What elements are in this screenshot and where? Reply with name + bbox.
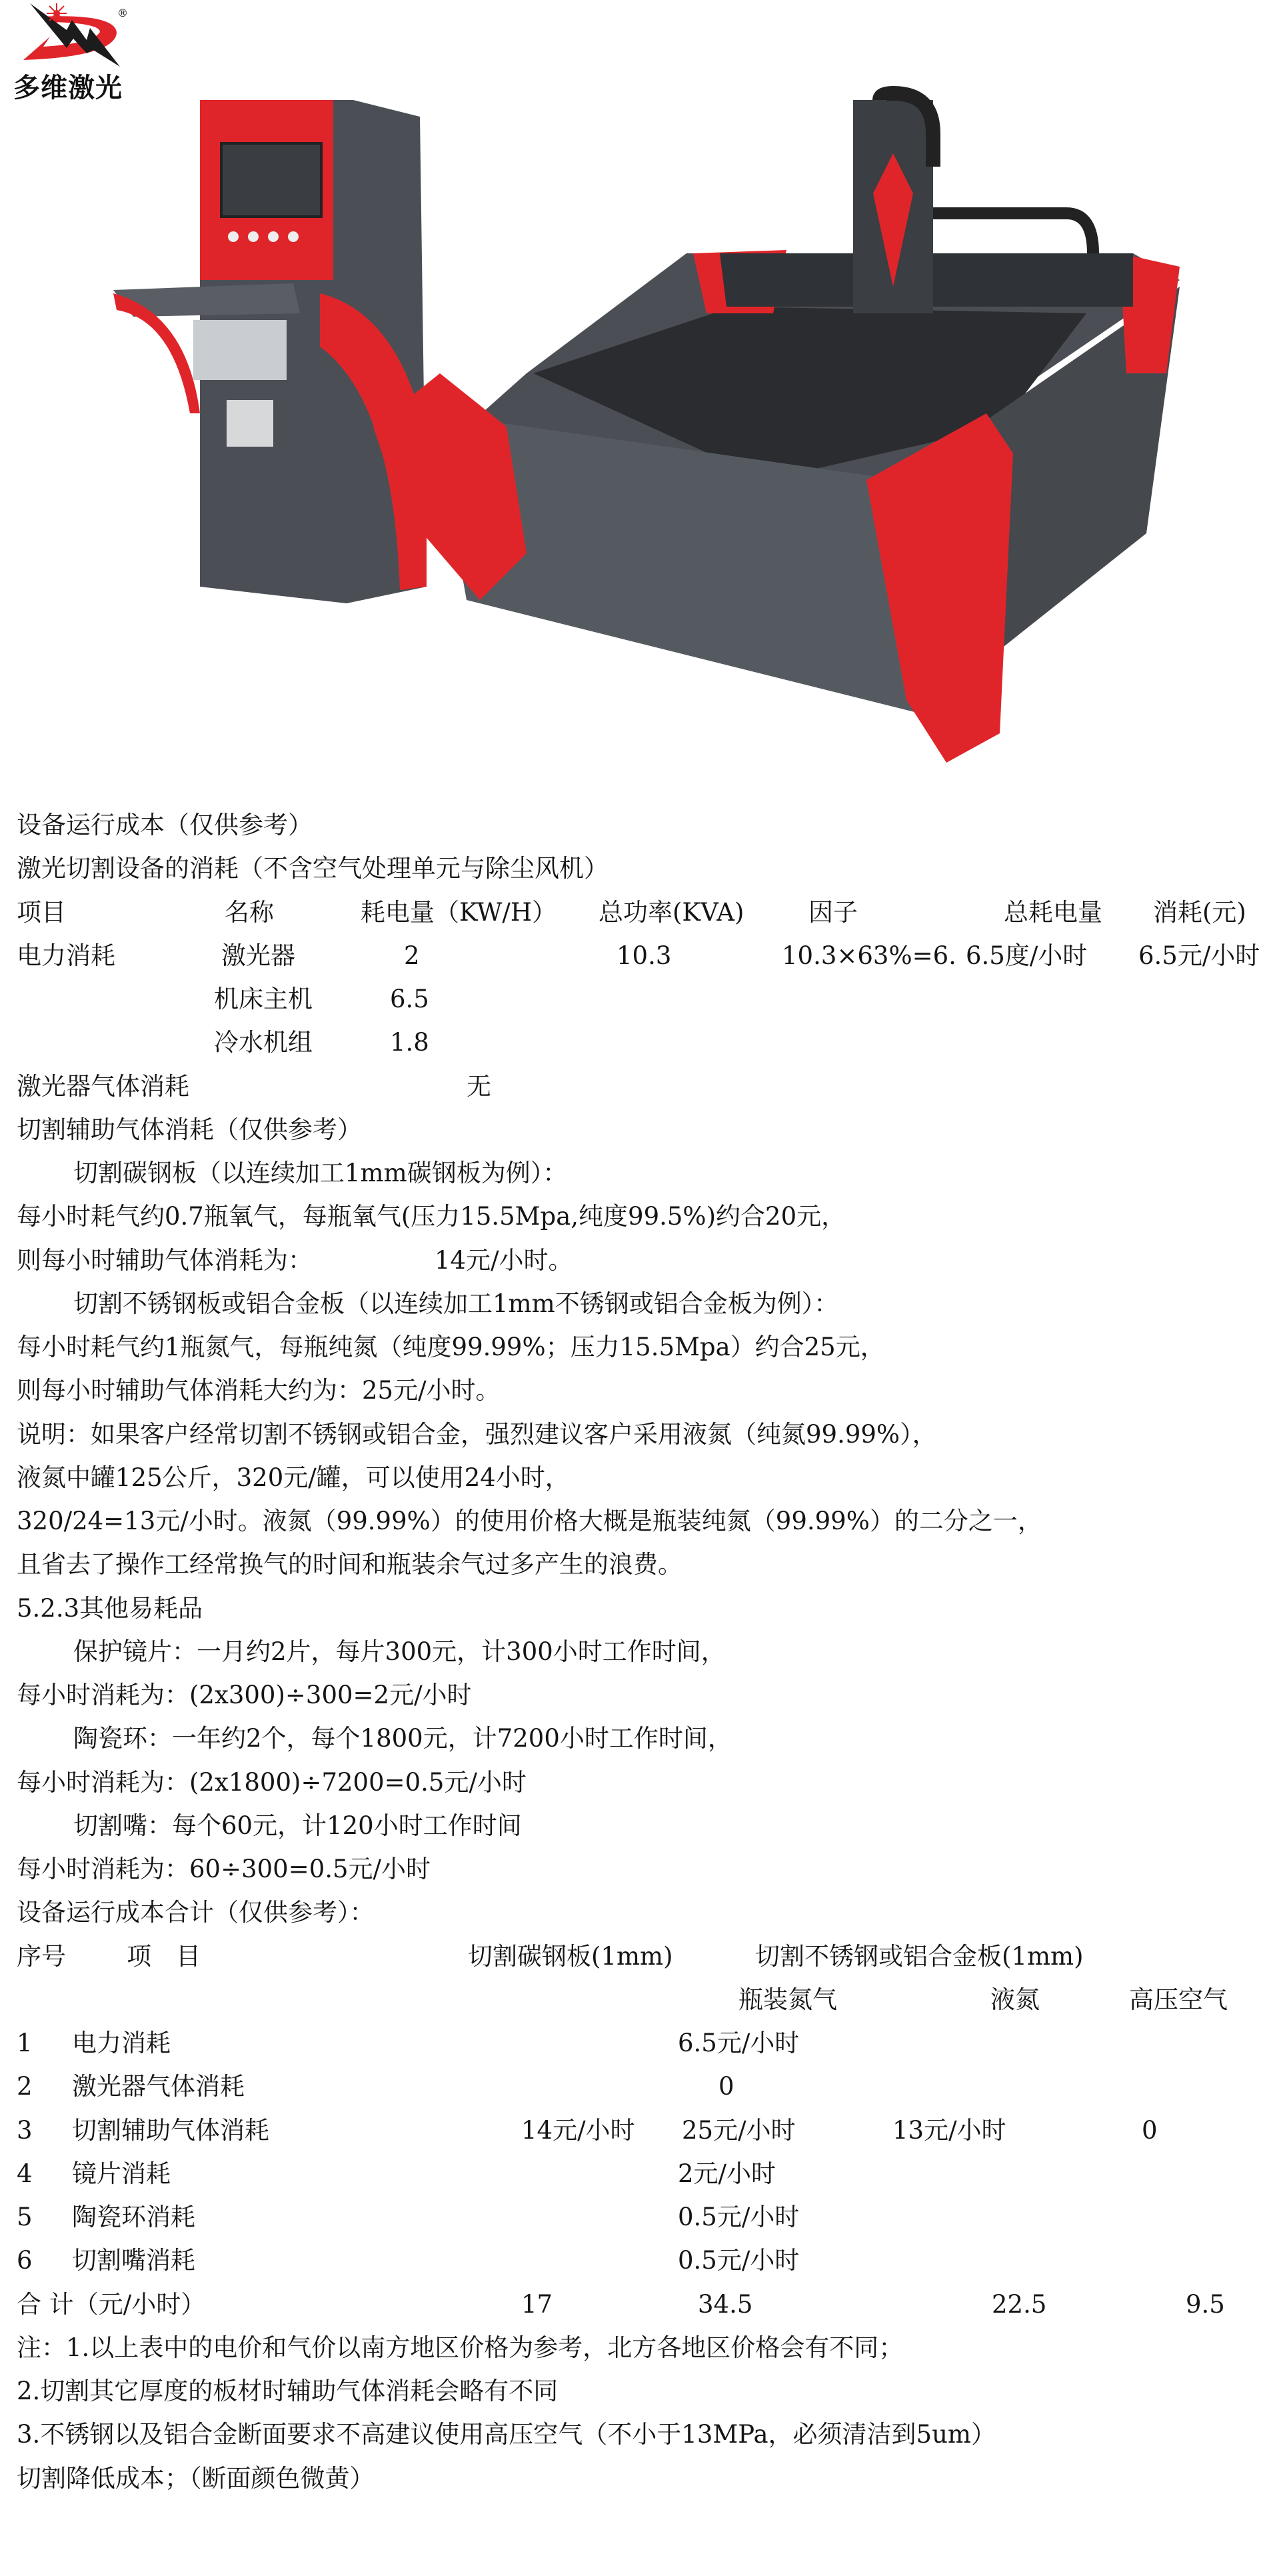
cell-value: 2元/小时 [678, 2159, 776, 2188]
cell-kva: 10.3 [617, 941, 672, 970]
cell-liquid: 22.5 [992, 2290, 1047, 2319]
cell-name: 机床主机 [214, 985, 313, 1013]
cell-item: 电力消耗 [17, 941, 115, 970]
cell-item: 合 计（元/小时） [17, 2290, 206, 2319]
cell-value: 0.5元/小时 [678, 2246, 800, 2275]
product-hero [0, 0, 1279, 793]
col-header-bottled: 瓶装氮气 [738, 1985, 837, 2014]
cell-value: 6.5元/小时 [678, 2029, 800, 2057]
cell-item: 切割嘴消耗 [72, 2246, 195, 2275]
logo-text: 多维激光 [13, 73, 123, 103]
paragraph: 320/24=13元/小时。液氮（99.99%）的使用价格大概是瓶装纯氮（99.99%）的二分之一， [17, 1507, 1042, 1535]
paragraph: 每小时耗气约1瓶氮气，每瓶纯氮（纯度99.99%；压力15.5Mpa）约合25元， [17, 1333, 885, 1361]
cell-kwh: 6.5 [390, 985, 429, 1013]
cell-bottled: 25元/小时 [682, 2116, 796, 2145]
section-title: 5.2.3其他易耗品 [17, 1594, 203, 1623]
cell-item: 陶瓷环消耗 [72, 2203, 195, 2231]
col-header-cost: 消耗(元) [1153, 898, 1246, 927]
paragraph: 且省去了操作工经常换气的时间和瓶装余气过多产生的浪费。 [17, 1550, 682, 1579]
cell-liquid: 13元/小时 [892, 2116, 1006, 2145]
control-cabinet [113, 100, 427, 603]
table-row [0, 2065, 1279, 2108]
paragraph: 陶瓷环：一年约2个，每个1800元，计7200小时工作时间， [73, 1724, 732, 1753]
paragraph: 每小时消耗为：60÷300=0.5元/小时 [17, 1855, 431, 1883]
table-row [0, 934, 1279, 977]
cell-kwh: 2 [404, 941, 420, 970]
col-header-stainless: 切割不锈钢或铝合金板(1mm) [755, 1942, 1084, 1971]
text-label: 则每小时辅助气体消耗为： [17, 1246, 313, 1275]
cell-item: 切割辅助气体消耗 [72, 2116, 269, 2145]
table-row [0, 977, 1279, 1021]
total-row [0, 2283, 1279, 2326]
cell-factor: 10.3×63%=6. [782, 941, 956, 970]
cell-bottled: 34.5 [698, 2290, 753, 2319]
cell-item: 激光器气体消耗 [72, 2072, 245, 2101]
col-header-name: 名称 [225, 898, 274, 927]
col-header-kwh: 耗电量（KW/H） [361, 898, 557, 927]
col-header-air: 高压空气 [1129, 1985, 1228, 2014]
col-header-liquid: 液氮 [990, 1985, 1040, 2014]
cell-no: 6 [17, 2246, 33, 2275]
paragraph: 切割不锈钢板或铝合金板（以连续加工1mm不锈钢或铝合金板为例）： [73, 1289, 839, 1318]
cell-no: 3 [17, 2116, 33, 2145]
note: 注：1.以上表中的电价和气价以南方地区价格为参考，北方各地区价格会有不同； [17, 2333, 904, 2362]
paragraph: 保护镜片：一月约2片，每片300元，计300小时工作时间， [73, 1637, 726, 1666]
cell-carbon: 14元/小时 [521, 2116, 635, 2145]
cell-kwh: 1.8 [390, 1028, 429, 1057]
laser-cutting-machine-image [0, 0, 1279, 793]
col-header-factor: 因子 [808, 898, 858, 927]
cell-no: 2 [17, 2072, 33, 2101]
table-row [0, 2152, 1279, 2195]
summary-table-subheader [0, 1978, 1279, 2021]
table-row [0, 2195, 1279, 2239]
summary-table-header [0, 1935, 1279, 1978]
cell-item: 镜片消耗 [72, 2159, 171, 2188]
cell-name: 激光器 [221, 941, 295, 970]
cell-cost: 6.5元/小时 [1138, 941, 1260, 970]
note: 2.切割其它厚度的板材时辅助气体消耗会略有不同 [17, 2377, 559, 2405]
cell-name: 冷水机组 [214, 1028, 313, 1057]
power-table-header [0, 891, 1279, 934]
col-header-kva: 总功率(KVA) [599, 898, 744, 927]
registered-mark: ® [117, 7, 128, 19]
paragraph: 每小时消耗为：(2x1800)÷7200=0.5元/小时 [17, 1768, 527, 1797]
table-row [0, 1021, 1279, 1064]
section-title: 切割辅助气体消耗（仅供参考） [17, 1115, 362, 1144]
section-title: 设备运行成本（仅供参考） [17, 811, 313, 839]
paragraph: 每小时耗气约0.7瓶氧气，每瓶氧气(压力15.5Mpa,纯度99.5%)约合20元， [17, 1202, 846, 1231]
note: 切割降低成本；（断面颜色微黄） [17, 2464, 375, 2493]
cell-item: 电力消耗 [72, 2029, 171, 2057]
col-header-no: 序号 [17, 1942, 66, 1971]
section-subtitle: 激光切割设备的消耗（不含空气处理单元与除尘风机） [17, 854, 609, 883]
table-row [0, 2239, 1279, 2282]
section-title: 设备运行成本合计（仅供参考）： [17, 1898, 375, 1927]
note: 3.不锈钢以及铝合金断面要求不高建议使用高压空气（不小于13MPa，必须清洁到5um） [17, 2420, 996, 2449]
cell-no: 1 [17, 2029, 33, 2057]
cell-value: 0 [718, 2072, 734, 2101]
cell-no: 4 [17, 2159, 33, 2188]
text-value: 14元/小时。 [435, 1246, 573, 1275]
cutting-table [373, 250, 1180, 763]
paragraph: 则每小时辅助气体消耗大约为：25元/小时。 [17, 1376, 501, 1405]
cell-total: 6.5度/小时 [966, 941, 1088, 970]
cell-carbon: 17 [521, 2290, 553, 2319]
cell-value: 无 [467, 1072, 491, 1101]
paragraph: 液氮中罐125公斤，320元/罐，可以使用24小时， [17, 1463, 570, 1492]
paragraph: 每小时消耗为：(2x300)÷300=2元/小时 [17, 1681, 472, 1709]
cell-air: 0 [1142, 2116, 1158, 2145]
col-header-item: 项 目 [127, 1942, 201, 1971]
table-row [0, 2021, 1279, 2065]
laser-gas-row [0, 1065, 1279, 1108]
cell-value: 0.5元/小时 [678, 2203, 800, 2231]
col-header-total: 总耗电量 [1004, 898, 1102, 927]
paragraph [0, 1239, 1279, 1282]
table-row [0, 2109, 1279, 2152]
cell-air: 9.5 [1186, 2290, 1225, 2319]
col-header-item: 项目 [17, 898, 66, 927]
paragraph: 切割嘴：每个60元，计120小时工作时间 [73, 1811, 522, 1840]
col-header-carbon: 切割碳钢板(1mm) [468, 1942, 673, 1971]
cell-no: 5 [17, 2203, 33, 2231]
paragraph: 说明：如果客户经常切割不锈钢或铝合金，强烈建议客户采用液氮（纯氮99.99%）， [17, 1420, 937, 1449]
paragraph: 切割碳钢板（以连续加工1mm碳钢板为例）： [73, 1159, 568, 1187]
cell-item: 激光器气体消耗 [17, 1072, 189, 1101]
